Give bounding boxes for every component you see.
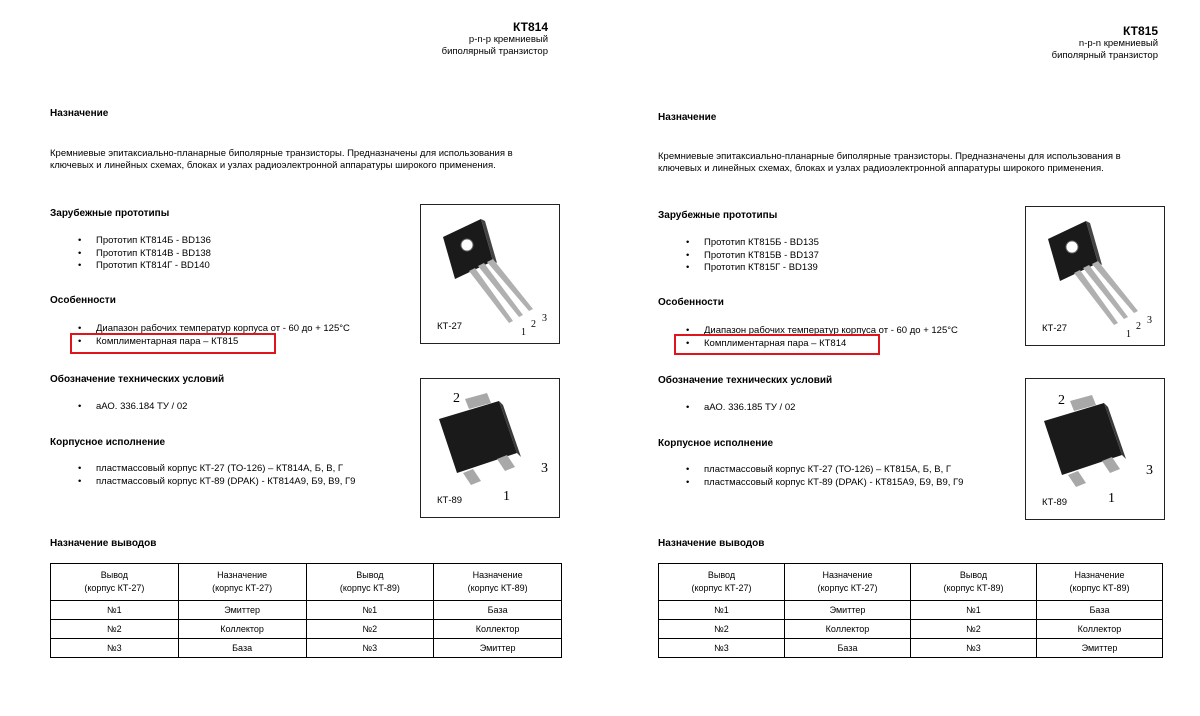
- table-header-cell: Назначение (корпус КТ-89): [434, 564, 562, 601]
- features-heading: Особенности: [658, 297, 724, 308]
- purpose-text-line2: ключевых и линейных схемах, блоках и узлах радиоэлектронной аппаратуры широкого применения.: [50, 160, 496, 171]
- part-title: КТ814: [513, 20, 548, 34]
- case-list: [704, 464, 963, 489]
- purpose-heading: Назначение: [50, 108, 109, 119]
- pin-label: 2: [453, 391, 460, 406]
- pin-label: 3: [541, 461, 548, 476]
- table-cell: Коллектор: [785, 620, 911, 639]
- table-cell: Коллектор: [178, 620, 306, 639]
- table-cell: База: [178, 639, 306, 658]
- table-cell: №2: [659, 620, 785, 639]
- table-cell: №3: [659, 639, 785, 658]
- table-header-cell: Вывод (корпус КТ-89): [911, 564, 1037, 601]
- list-item: • Прототип КТ814В - BD138: [96, 248, 211, 261]
- table-header-cell: Вывод (корпус КТ-27): [659, 564, 785, 601]
- case-heading: Корпусное исполнение: [658, 438, 774, 449]
- kt27-package-image: [420, 204, 560, 344]
- table-cell: База: [434, 601, 562, 620]
- case-list: [96, 463, 355, 488]
- pin-label: 1: [521, 327, 526, 338]
- pinout-heading: Назначение выводов: [50, 538, 157, 549]
- case-heading: Корпусное исполнение: [50, 437, 166, 448]
- table-cell: №3: [911, 639, 1037, 658]
- table-header-cell: Вывод (корпус КТ-27): [51, 564, 179, 601]
- list-item: • Диапазон рабочих температур корпуса от - 60 до + 125°С: [704, 325, 958, 338]
- list-item: • Диапазон рабочих температур корпуса от - 60 до + 125°С: [96, 323, 350, 336]
- table-cell: Эмиттер: [178, 601, 306, 620]
- table-cell: №1: [51, 601, 179, 620]
- kt89-package-image: [1025, 378, 1165, 520]
- table-cell: №1: [306, 601, 434, 620]
- list-item: • Прототип КТ814Г - BD140: [96, 260, 211, 273]
- prototypes-list: [704, 237, 819, 275]
- highlight-box: [674, 334, 880, 355]
- pin-label: 2: [531, 319, 536, 330]
- list-item: • Прототип КТ815Г - BD139: [704, 262, 819, 275]
- table-header-cell: Назначение (корпус КТ-27): [785, 564, 911, 601]
- kt27-label: КТ-27: [1042, 323, 1068, 334]
- highlight-box: [70, 333, 276, 354]
- table-cell: №3: [306, 639, 434, 658]
- tech-conditions-list: [704, 402, 795, 415]
- pinout-table: [50, 563, 562, 658]
- part-subtitle-line2: биполярный транзистор: [441, 46, 548, 57]
- purpose-text: [658, 151, 1173, 175]
- purpose-text-line1: Кремниевые эпитаксиально-планарные биполярные транзисторы. Предназначены для использования в: [50, 148, 513, 159]
- kt27-label: КТ-27: [437, 321, 463, 332]
- tech-conditions-heading: Обозначение технических условий: [50, 374, 225, 385]
- list-item: • Комплиментарная пара – КТ815: [96, 336, 350, 349]
- kt89-label: КТ-89: [1042, 497, 1068, 508]
- table-cell: №2: [306, 620, 434, 639]
- purpose-heading: Назначение: [658, 112, 717, 123]
- pin-label: 1: [503, 489, 510, 504]
- part-subtitle-line2: биполярный транзистор: [1051, 50, 1158, 61]
- purpose-text-line1: Кремниевые эпитаксиально-планарные биполярные транзисторы. Предназначены для использования в: [658, 151, 1121, 162]
- pin-label: 2: [1058, 393, 1065, 408]
- features-heading: Особенности: [50, 295, 116, 306]
- kt27-package-image: [1025, 206, 1165, 346]
- table-header-cell: Назначение (корпус КТ-27): [178, 564, 306, 601]
- table-row: [51, 601, 562, 620]
- kt89-label: КТ-89: [437, 495, 463, 506]
- pin-label: 3: [1147, 315, 1152, 326]
- table-row: [51, 620, 562, 639]
- list-item: • пластмассовый корпус КТ-27 (ТО-126) – КТ815А, Б, В, Г: [704, 464, 963, 477]
- table-row: [659, 601, 1163, 620]
- table-header-row: [51, 564, 562, 601]
- table-cell: №3: [51, 639, 179, 658]
- prototypes-heading: Зарубежные прототипы: [50, 208, 170, 219]
- datasheet-page-kt814: [40, 0, 570, 716]
- table-header-cell: Вывод (корпус КТ-89): [306, 564, 434, 601]
- pinout-heading: Назначение выводов: [658, 538, 765, 549]
- table-cell: Эмиттер: [785, 601, 911, 620]
- pin-label: 1: [1108, 491, 1115, 506]
- table-row: [51, 639, 562, 658]
- datasheet-page-kt815: [648, 0, 1178, 716]
- kt89-package-image: [420, 378, 560, 518]
- list-item: • аАО. 336.185 ТУ / 02: [704, 402, 795, 415]
- list-item: • Комплиментарная пара – КТ814: [704, 338, 958, 351]
- part-subtitle-line1: p-n-p кремниевый: [468, 34, 548, 45]
- tech-conditions-list: [96, 401, 187, 414]
- table-row: [659, 620, 1163, 639]
- part-subtitle-line1: n-p-n кремниевый: [1078, 38, 1158, 49]
- list-item: • пластмассовый корпус КТ-89 (DPAK) - КТ815А9, Б9, В9, Г9: [704, 477, 963, 490]
- page-header: [1052, 24, 1158, 62]
- table-cell: №1: [659, 601, 785, 620]
- pinout-table: [658, 563, 1163, 658]
- list-item: • Прототип КТ814Б - BD136: [96, 235, 211, 248]
- list-item: • Прототип КТ815Б - BD135: [704, 237, 819, 250]
- table-cell: №2: [911, 620, 1037, 639]
- prototypes-list: [96, 235, 211, 273]
- table-row: [659, 639, 1163, 658]
- table-cell: №2: [51, 620, 179, 639]
- pin-label: 1: [1126, 329, 1131, 340]
- page-header: [442, 20, 548, 58]
- purpose-text: [50, 148, 565, 172]
- part-title: КТ815: [1123, 24, 1158, 38]
- list-item: • Прототип КТ815В - BD137: [704, 250, 819, 263]
- table-cell: Коллектор: [1037, 620, 1163, 639]
- table-cell: База: [1037, 601, 1163, 620]
- list-item: • пластмассовый корпус КТ-27 (ТО-126) – КТ814А, Б, В, Г: [96, 463, 355, 476]
- table-cell: База: [785, 639, 911, 658]
- pin-label: 3: [542, 313, 547, 324]
- tech-conditions-heading: Обозначение технических условий: [658, 375, 833, 386]
- table-cell: №1: [911, 601, 1037, 620]
- purpose-text-line2: ключевых и линейных схемах, блоках и узлах радиоэлектронной аппаратуры широкого применения.: [658, 163, 1104, 174]
- table-cell: Эмиттер: [1037, 639, 1163, 658]
- table-cell: Коллектор: [434, 620, 562, 639]
- prototypes-heading: Зарубежные прототипы: [658, 210, 778, 221]
- table-header-cell: Назначение (корпус КТ-89): [1037, 564, 1163, 601]
- table-header-row: [659, 564, 1163, 601]
- pin-label: 2: [1136, 321, 1141, 332]
- list-item: • аАО. 336.184 ТУ / 02: [96, 401, 187, 414]
- table-cell: Эмиттер: [434, 639, 562, 658]
- pin-label: 3: [1146, 463, 1153, 478]
- list-item: • пластмассовый корпус КТ-89 (DPAK) - КТ814А9, Б9, В9, Г9: [96, 476, 355, 489]
